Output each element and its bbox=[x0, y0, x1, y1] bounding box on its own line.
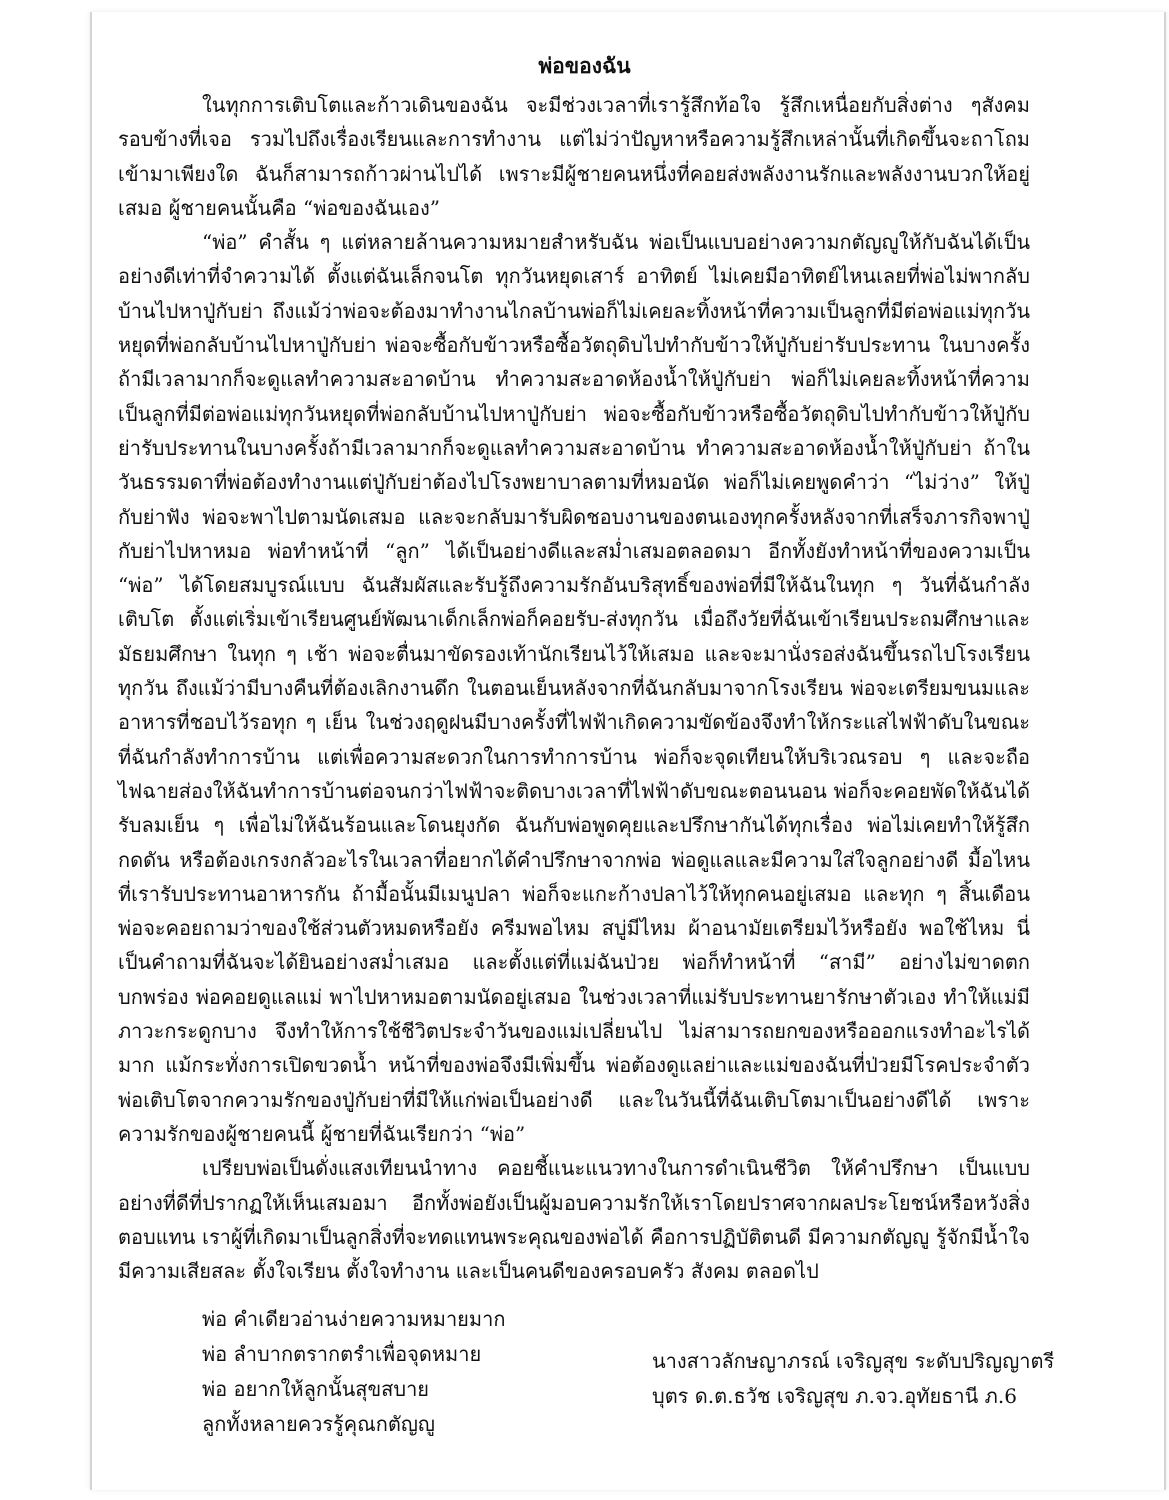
paragraph-conclusion: เปรียบพ่อเป็นดั่งแสงเทียนนำทาง คอยชี้แนะแนวทางในการดำเนินชีวิต ให้คำปรึกษา เป็นแบบอย่างที่ดีที่ปรากฏให้เห็นเสมอมา อีกทั้งพ่อยังเป็นผู้มอบความรักให้เราโดยปราศจากผลประโยชน์หรือหวังสิ่งตอบแทน เราผู้ที่เกิดมาเป็นลูกสิ่งที่จะทดแทนพระคุณของพ่อได้ คือการปฏิบัติตนดี มีความกตัญญู รู้จักมีน้ำใจ มีความเสียสละ ตั้งใจเรียน ตั้งใจทำงาน และเป็นคนดีของครอบครัว สังคม ตลอดไป bbox=[118, 1156, 1030, 1284]
poem-line: ลูกทั้งหลายควรรู้คุณกตัญญู bbox=[202, 1412, 435, 1436]
document-body bbox=[118, 88, 1030, 1288]
document-title: พ่อของฉัน bbox=[538, 53, 631, 78]
author-name: นางสาวลักษญาภรณ์ เจริญสุข ระดับปริญญาตรี bbox=[652, 1349, 1055, 1373]
poem-line: พ่อ คำเดียวอ่านง่ายความหมายมาก bbox=[202, 1307, 506, 1331]
author-relation: บุตร ด.ต.ธวัช เจริญสุข ภ.จว.อุทัยธานี ภ.6 bbox=[652, 1384, 1017, 1408]
paragraph-main: “พ่อ” คำสั้น ๆ แต่หลายล้านความหมายสำหรับฉัน พ่อเป็นแบบอย่างความกตัญญูให้กับฉันได้เป็นอย่างดีเท่าที่จำความได้ ตั้งแต่ฉันเล็กจนโต ทุกวันหยุดเสาร์ อาทิตย์ ไม่เคยมีอาทิตย์ไหนเลยที่พ่อไม่พากลับบ้านไปหาปู่กับย่า ถึงแม้ว่าพ่อจะต้องมาทำงานไกลบ้านพ่อก็ไม่เคยละทิ้งหน้าที่ความเป็นลูกที่มีต่อพ่อแม่ทุกวันหยุดที่พ่อกลับบ้านไปหาปู่กับย่า พ่อจะซื้อกับข้าวหรือซื้อวัตถุดิบไปทำกับข้าวให้ปู่กับย่ารับประทาน ในบางครั้งถ้ามีเวลามากก็จะดูแลทำความสะอาดบ้าน ทำความสะอาดห้องน้ำให้ปู่กับย่า พ่อก็ไม่เคยละทิ้งหน้าที่ความ เป็นลูกที่มีต่อพ่อแม่ทุกวันหยุดที่พ่อกลับบ้านไปหาปู่กับย่า พ่อจะซื้อกับข้าวหรือซื้อวัตถุดิบไปทำกับข้าวให้ปู่กับย่ารับประทานในบางครั้งถ้ามีเวลามากก็จะดูแลทำความสะอาดบ้าน ทำความสะอาดห้องน้ำให้ปู่กับย่า ถ้าในวันธรรมดาที่พ่อต้องทำงานแต่ปู่กับย่าต้องไปโรงพยาบาลตามที่หมอนัด พ่อก็ไม่เคยพูดคำว่า “ไม่ว่าง” ให้ปู่กับย่าฟัง พ่อจะพาไปตามนัดเสมอ และจะกลับมารับผิดชอบงานของตนเองทุกครั้งหลังจากที่เสร็จภารกิจพาปู่กับย่าไปหาหมอ พ่อทำหน้าที่ “ลูก” ได้เป็นอย่างดีและสม่ำเสมอตลอดมา อีกทั้งยังทำหน้าที่ของความเป็น “พ่อ” ได้โดยสมบูรณ์แบบ ฉันสัมผัสและรับรู้ถึงความรักอันบริสุทธิ์ของพ่อที่มีให้ฉันในทุก ๆ วันที่ฉันกำลังเติบโต ตั้งแต่เริ่มเข้าเรียนศูนย์พัฒนาเด็กเล็กพ่อก็คอยรับ-ส่งทุกวัน เมื่อถึงวัยที่ฉันเข้าเรียนประถมศึกษาและมัธยมศึกษา ในทุก ๆ เช้า พ่อจะตื่นมาขัดรองเท้านักเรียนไว้ให้เสมอ และจะมานั่งรอส่งฉันขึ้นรถไปโรงเรียนทุกวัน ถึงแม้ว่ามีบางคืนที่ต้องเลิกงานดึก ในตอนเย็นหลังจากที่ฉันกลับมาจากโรงเรียน พ่อจะเตรียมขนมและอาหารที่ชอบไว้รอทุก ๆ เย็น ในช่วงฤดูฝนมีบางครั้งที่ไฟฟ้าเกิดความขัดข้องจึงทำให้กระแสไฟฟ้าดับในขณะที่ฉันกำลังทำการบ้าน แต่เพื่อความสะดวกในการทำการบ้าน พ่อก็จะจุดเทียนให้บริเวณรอบ ๆ และจะถือไฟฉายส่องให้ฉันทำการบ้านต่อจนกว่าไฟฟ้าจะติดบางเวลาที่ไฟฟ้าดับขณะตอนนอน พ่อก็จะคอยพัดให้ฉันได้รับลมเย็น ๆ เพื่อไม่ให้ฉันร้อนและโดนยุงกัด ฉันกับพ่อพูดคุยและปรึกษากันได้ทุกเรื่อง พ่อไม่เคยทำให้รู้สึกกดดัน หรือต้องเกรงกลัวอะไรในเวลาที่อยากได้คำปรึกษาจากพ่อ พ่อดูแลและมีความใส่ใจลูกอย่างดี มื้อไหนที่เรารับประทานอาหารกัน ถ้ามื้อนั้นมีเมนูปลา พ่อก็จะแกะก้างปลาไว้ให้ทุกคนอยู่เสมอ และทุก ๆ สิ้นเดือน พ่อจะคอยถามว่าของใช้ส่วนตัวหมดหรือยัง ครีมพอไหม สบู่มีไหม ผ้าอนามัยเตรียมไว้หรือยัง พอใช้ไหม นี่เป็นคำถามที่ฉันจะได้ยินอย่างสม่ำเสมอ และตั้งแต่ที่แม่ฉันป่วย พ่อก็ทำหน้าที่ “สามี” อย่างไม่ขาดตกบกพร่อง พ่อคอยดูแลแม่ พาไปหาหมอตามนัดอยู่เสมอ ในช่วงเวลาที่แม่รับประทานยารักษาตัวเอง ทำให้แม่มีภาวะกระดูกบาง จึงทำให้การใช้ชีวิตประจำวันของแม่เปลี่ยนไป ไม่สามารถยกของหรือออกแรงทำอะไรได้มาก แม้กระทั่งการเปิดขวดน้ำ หน้าที่ของพ่อจึงมีเพิ่มขึ้น พ่อต้องดูแลย่าและแม่ของฉันที่ป่วยมีโรคประจำตัว พ่อเติบโตจากความรักของปู่กับย่าที่มีให้แก่พ่อเป็นอย่างดี และในวันนี้ที่ฉันเติบโตมาเป็นอย่างดีได้ เพราะความรักของผู้ชายคนนี้ ผู้ชายที่ฉันเรียกว่า “พ่อ” bbox=[118, 230, 1030, 1146]
poem-line: พ่อ ลำบากตรากตรำเพื่อจุดหมาย bbox=[202, 1342, 482, 1366]
poem-line: พ่อ อยากให้ลูกนั้นสุขสบาย bbox=[202, 1377, 430, 1401]
paragraph-intro: ในทุกการเติบโตและก้าวเดินของฉัน จะมีช่วงเวลาที่เรารู้สึกท้อใจ รู้สึกเหนื่อยกับสิ่งต่าง ๆสังคมรอบข้างที่เจอ รวมไปถึงเรื่องเรียนและการทำงาน แต่ไม่ว่าปัญหาหรือความรู้สึกเหล่านั้นที่เกิดขึ้นจะถาโถมเข้ามาเพียงใด ฉันก็สามารถก้าวผ่านไปได้ เพราะมีผู้ชายคนหนึ่งที่คอยส่งพลังงานรักและพลังงานบวกให้อยู่เสมอ ผู้ชายคนนั้นคือ “พ่อของฉันเอง” bbox=[118, 93, 1030, 220]
author-signature bbox=[652, 1344, 1055, 1414]
poem bbox=[202, 1302, 622, 1442]
